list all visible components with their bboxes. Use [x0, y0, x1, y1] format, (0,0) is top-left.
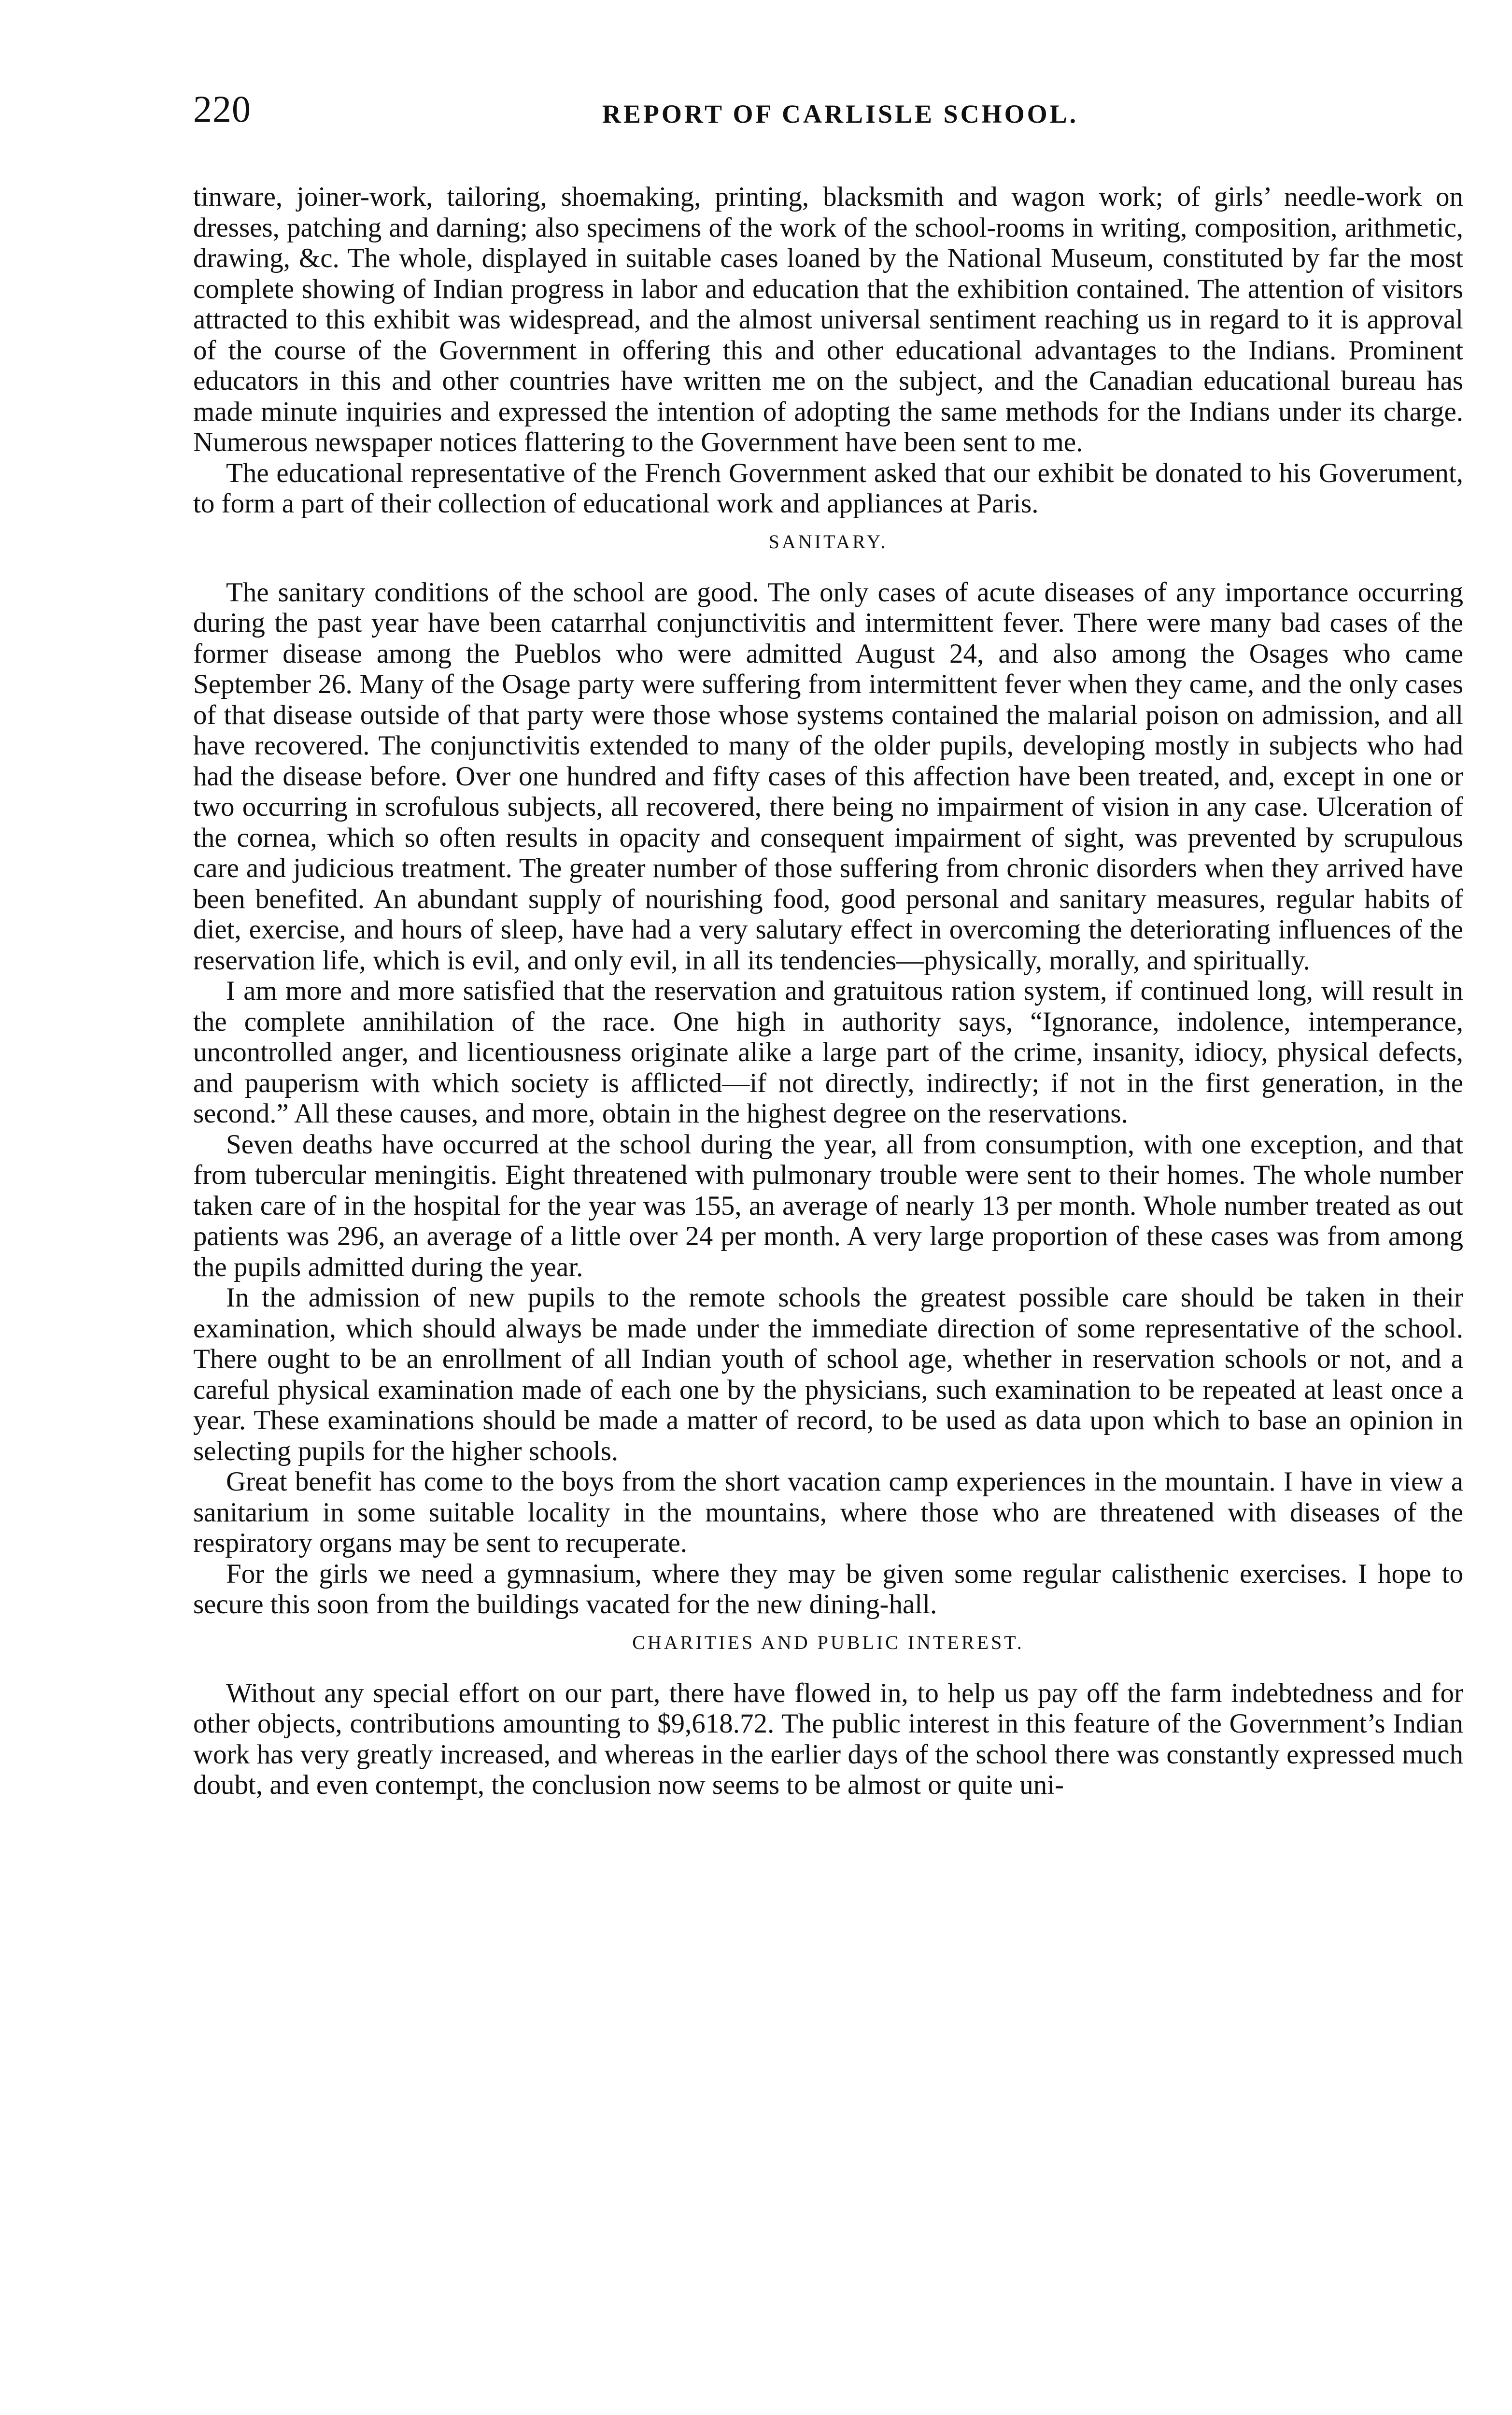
paragraph-ration-system: I am more and more satisfied that the reservation and gratuitous ration system, if continued long, will result in the complete annihilation of the race. One high in authority says, “Ignorance, indolence, intemperance, uncontrolled anger, and licentiousness originate alike a large part of the crime, insanity, idiocy, physical defects, and pauperism with which society is afflicted—if not directly, indirectly; if not in the first generation, in the second.” All these causes, and more, obtain in the highest degree on the reservations. — [193, 976, 1463, 1129]
running-head: REPORT OF CARLISLE SCHOOL. — [602, 99, 1079, 128]
section-heading-sanitary: SANITARY. — [768, 530, 888, 553]
body-text — [193, 182, 1463, 1801]
paragraph-deaths: Seven deaths have occurred at the school during the year, all from consumption, with one exception, and that from tubercular meningitis. Eight threatened with pulmonary trouble were sent to their homes. The whole number taken care of in the hospital for the year was 155, an average of nearly 13 per month. Whole number treated as out patients was 296, an average of a little over 24 per month. A very large proportion of these cases was from among the pupils admitted during the year. — [193, 1129, 1463, 1282]
paragraph-contributions: Without any special effort on our part, there have flowed in, to help us pay off the farm indebtedness and for other objects, contributions amounting to $9,618.72. The public interest in this feature of the Government’s Indian work has very greatly increased, and whereas in the earlier days of the school there was constantly expressed much doubt, and even contempt, the conclusion now seems to be almost or quite uni- — [193, 1677, 1463, 1800]
page-number: 220 — [193, 88, 251, 130]
paragraph-exhibit-continued: tinware, joiner-work, tailoring, shoemaking, printing, blacksmith and wagon work; of girls’ needle-work on dresses, patching and darning; also specimens of the work of the school-rooms in writing, composition, arithmetic, drawing, &c. The whole, displayed in suitable cases loaned by the National Museum, constituted by far the most complete showing of Indian progress in labor and education that the exhibition contained. The attention of visitors attracted to this exhibit was widespread, and the almost universal sentiment reaching us in regard to it is approval of the course of the Government in offering this and other educational advantages to the Indians. Prominent educators in this and other countries have written me on the subject, and the Canadian educational bureau has made minute inquiries and expressed the intention of adopting the same methods for the Indians under its charge. Numerous newspaper notices flattering to the Government have been sent to me. — [193, 182, 1463, 457]
paragraph-admission-examination: In the admission of new pupils to the remote schools the greatest possible care should be taken in their examination, which should always be made under the immediate direction of some representative of the school. There ought to be an enrollment of all Indian youth of school age, whether in reservation schools or not, and a careful physical examination made of each one by the physicians, such examination to be repeated at least once a year. These examinations should be made a matter of record, to be used as data upon which to base an opinion in selecting pupils for the higher schools. — [193, 1282, 1463, 1466]
page-header — [193, 86, 1468, 139]
section-heading-charities: CHARITIES AND PUBLIC INTEREST. — [632, 1631, 1024, 1653]
paragraph-gymnasium: For the girls we need a gymnasium, where they may be given some regular calisthenic exercises. I hope to secure this soon from the buildings vacated for the new dining-hall. — [193, 1558, 1463, 1619]
paragraph-vacation-camp: Great benefit has come to the boys from the short vacation camp experiences in the mountain. I have in view a sanitarium in some suitable locality in the mountains, where those who are threatened with diseases of the respiratory organs may be sent to recuperate. — [193, 1466, 1463, 1558]
paragraph-french-government: The educational representative of the French Government asked that our exhibit be donated to his Goverument, to form a part of their collection of educational work and appliances at Paris. — [193, 457, 1463, 519]
paragraph-sanitary-conditions: The sanitary conditions of the school are good. The only cases of acute diseases of any importance occurring during the past year have been catarrhal conjunctivitis and intermittent fever. There were many bad cases of the former disease among the Pueblos who were admitted August 24, and also among the Osages who came September 26. Many of the Osage party were suffering from intermittent fever when they came, and the only cases of that disease outside of that party were those whose systems contained the malarial poison on admission, and all have recovered. The conjunctivitis extended to many of the older pupils, developing mostly in subjects who had had the disease before. Over one hundred and fifty cases of this affection have been treated, and, except in one or two occurring in scrofulous subjects, all recovered, there being no impairment of vision in any case. Ulceration of the cornea, which so often results in opacity and consequent impairment of sight, was prevented by scrupulous care and judicious treatment. The greater number of those suffering from chronic disorders when they arrived have been benefited. An abundant supply of nourishing food, good personal and sanitary measures, regular habits of diet, exercise, and hours of sleep, have had a very salutary effect in overcoming the deteriorating influences of the reservation life, which is evil, and only evil, in all its tendencies—physically, morally, and spiritually. — [193, 577, 1463, 976]
